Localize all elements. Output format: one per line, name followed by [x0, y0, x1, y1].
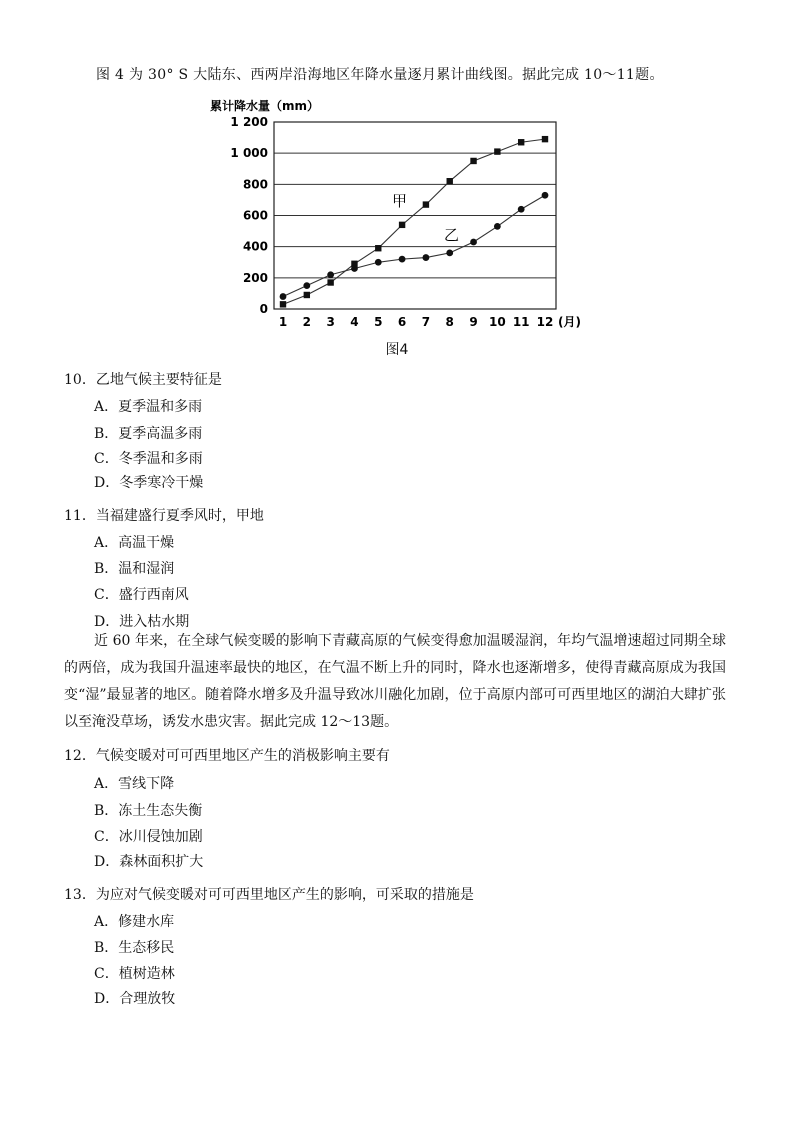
cumulative-precipitation-chart	[206, 96, 606, 336]
series-line-2	[283, 195, 545, 296]
question-10-option-b: B．夏季高温多雨	[94, 426, 203, 442]
question-12-option-b: B．冻土生态失衡	[94, 803, 203, 819]
passage-qinghai-tibet: 近 60 年来，在全球气候变暖的影响下青藏高原的气候变得愈加温暖湿润，年均气温增速超过同期全球的两倍，成为我国升温速率最快的地区，在气温不断上升的同时，降水也逐渐增多，使得青藏高原成为我国变“湿”最显著的地区。随着降水增多及升温导致冰川融化加剧，位于高原内部可可西里地区的湖泊大肆扩张以至淹没草场，诱发水患灾害。据此完成 12～13题。	[64, 633, 726, 730]
question-13-option-c: C．植树造林	[94, 966, 175, 982]
question-13-option-d: D．合理放牧	[94, 991, 176, 1007]
data-point-circle	[351, 265, 358, 272]
question-11-stem: 11．当福建盛行夏季风时，甲地	[64, 508, 264, 524]
data-point-circle	[399, 256, 406, 263]
question-10-option-a: A．夏季温和多雨	[94, 399, 203, 415]
data-point-circle	[375, 259, 382, 266]
data-point-circle	[327, 271, 334, 278]
question-13-stem: 13．为应对气候变暖对可可西里地区产生的影响，可采取的措施是	[64, 887, 474, 903]
question-11-option-a: A．高温干燥	[94, 535, 175, 551]
data-point-circle	[518, 206, 525, 213]
question-12-option-c: C．冰川侵蚀加剧	[94, 829, 203, 845]
y-tick-label: 0	[259, 302, 268, 316]
data-point-square	[304, 292, 310, 298]
x-tick-label: 2	[302, 315, 311, 329]
y-tick-label: 200	[242, 270, 268, 285]
y-tick-label: 600	[242, 208, 268, 223]
question-13-option-b: B．生态移民	[94, 940, 175, 956]
x-tick-label: 12	[536, 315, 554, 329]
figure-caption: 图4	[385, 342, 409, 358]
question-11-option-b: B．温和湿润	[94, 561, 175, 577]
question-12-option-d: D．森林面积扩大	[94, 854, 204, 870]
data-point-circle	[470, 239, 477, 246]
data-point-square	[375, 245, 381, 251]
x-tick-label: 8	[445, 315, 454, 329]
series-line-1	[283, 139, 545, 304]
question-11-option-d: D．进入枯水期	[94, 614, 190, 630]
x-tick-label: 6	[397, 315, 407, 329]
data-point-circle	[280, 293, 287, 300]
series-label-jia: 甲	[392, 192, 408, 210]
data-point-square	[447, 178, 453, 184]
x-tick-label: 1	[278, 315, 288, 329]
data-point-square	[327, 279, 333, 285]
data-point-square	[470, 158, 476, 164]
data-point-square	[494, 148, 500, 154]
question-13-option-a: A．修建水库	[94, 914, 175, 930]
data-point-circle	[423, 254, 430, 261]
data-point-circle	[303, 282, 310, 289]
y-tick-label: 1 200	[230, 115, 268, 129]
question-11-option-c: C．盛行西南风	[94, 587, 189, 603]
y-tick-label: 1 000	[230, 146, 268, 161]
data-point-square	[280, 301, 286, 307]
data-point-circle	[494, 223, 501, 230]
x-tick-label: 9	[469, 315, 478, 329]
data-point-square	[399, 222, 405, 228]
question-10-stem: 10．乙地气候主要特征是	[64, 372, 222, 388]
question-12-stem: 12．气候变暖对可可西里地区产生的消极影响主要有	[64, 748, 390, 764]
x-tick-label: 10	[489, 315, 506, 329]
x-tick-label: 11	[512, 315, 530, 329]
x-tick-label: 3	[326, 315, 335, 329]
question-10-option-d: D．冬季寒冷干燥	[94, 475, 204, 491]
x-tick-label: 4	[350, 315, 359, 329]
data-point-circle	[446, 250, 453, 257]
x-tick-label: 5	[374, 315, 383, 329]
question-12-option-a: A．雪线下降	[94, 776, 175, 792]
data-point-square	[423, 201, 429, 207]
intro-text: 图 4 为 30° S 大陆东、西两岸沿海地区年降水量逐月累计曲线图。据此完成 10～11题。	[96, 67, 664, 83]
data-point-square	[542, 136, 548, 142]
data-point-square	[518, 139, 524, 145]
y-tick-label: 400	[242, 239, 268, 254]
y-axis-label: 累计降水量（mm）	[210, 99, 320, 113]
series-label-yi: 乙	[444, 226, 460, 244]
x-axis-unit: (月)	[558, 315, 581, 329]
data-point-circle	[542, 192, 549, 199]
y-tick-label: 800	[242, 177, 268, 192]
x-tick-label: 7	[421, 315, 431, 329]
question-10-option-c: C．冬季温和多雨	[94, 451, 203, 467]
